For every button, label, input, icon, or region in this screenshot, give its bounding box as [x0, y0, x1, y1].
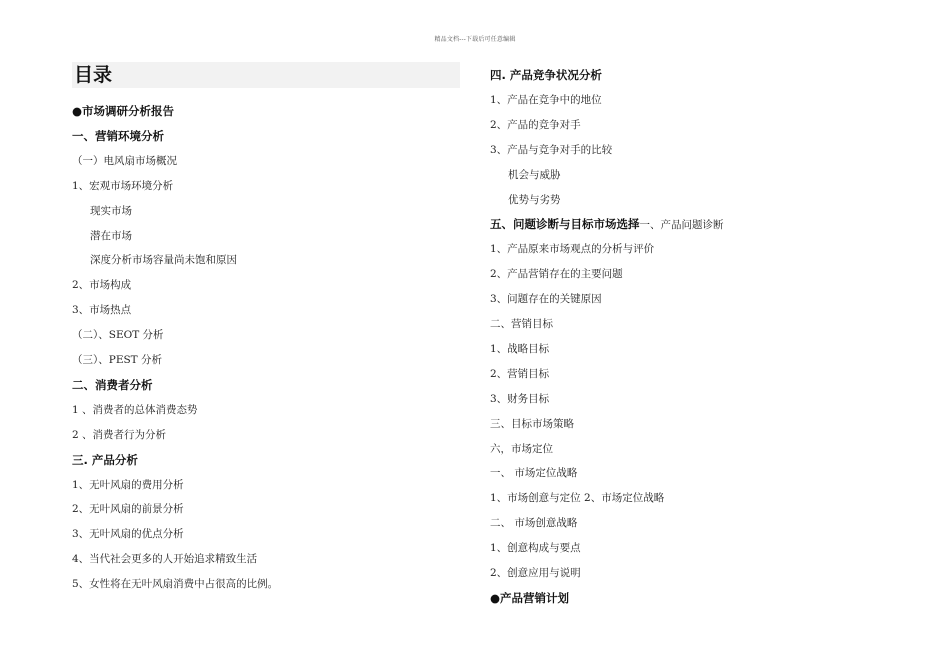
title-bar: [72, 62, 460, 88]
page-header-note: 精品文档---下载后可任意编辑: [434, 36, 516, 43]
toc-heading-bold-part: 五、问题诊断与目标市场选择: [490, 217, 640, 232]
toc-entry: 1、战略目标: [490, 342, 550, 355]
toc-entry: 1、宏观市场环境分析: [72, 179, 174, 192]
toc-entry: 2、无叶风扇的前景分析: [72, 503, 184, 516]
toc-entry: 1 、消费者的总体消费态势: [72, 403, 198, 416]
toc-entry: 优势与劣势: [508, 193, 561, 206]
toc-heading: 二、消费者分析: [72, 377, 153, 392]
toc-entry: 2、营销目标: [490, 367, 550, 380]
toc-entry: 2、产品的竞争对手: [490, 118, 581, 131]
toc-entry: 潜在市场: [90, 229, 132, 242]
toc-entry: 2 、消费者行为分析: [72, 428, 167, 441]
toc-entry: 1、市场创意与定位 2、市场定位战略: [490, 492, 665, 505]
toc-entry: 三、目标市场策略: [490, 417, 574, 430]
toc-heading: 一、营销环境分析: [72, 128, 164, 143]
toc-entry: 3、市场热点: [72, 304, 132, 317]
toc-entry: 二、 市场创意战略: [490, 517, 578, 530]
toc-entry: 现实市场: [90, 204, 132, 217]
toc-heading-rest-part: 一、产品问题诊断: [639, 219, 724, 232]
toc-entry: 3、问题存在的关键原因: [490, 293, 602, 306]
toc-entry: （一）电风扇市场概况: [72, 154, 177, 167]
toc-entry: 2、市场构成: [72, 279, 132, 292]
toc-entry: 二、营销目标: [490, 318, 553, 330]
toc-entry: 一、 市场定位战略: [490, 467, 578, 480]
toc-entry: 3、产品与竞争对手的比较: [490, 143, 613, 156]
toc-entry: 1、无叶风扇的费用分析: [72, 478, 184, 491]
toc-entry: [490, 216, 724, 233]
toc-heading: ●产品营销计划: [490, 590, 570, 605]
toc-entry: 1、产品原来市场观点的分析与评价: [490, 243, 655, 256]
toc-entry: 4、当代社会更多的人开始追求精致生活: [72, 553, 258, 566]
toc-entry: （三）、PEST 分析: [72, 354, 163, 366]
toc-entry: （二）、SEOT 分析: [72, 329, 164, 342]
toc-heading: ●市场调研分析报告: [72, 104, 175, 118]
toc-entry: 2、创意应用与说明: [490, 567, 581, 579]
toc-heading: 三. 产品分析: [72, 452, 138, 467]
toc-entry: 深度分析市场容量尚未饱和原因: [90, 254, 237, 267]
toc-entry: 3、财务目标: [490, 392, 550, 405]
toc-entry: 1、产品在竞争中的地位: [490, 93, 602, 106]
toc-entry: 5、女性将在无叶风扇消费中占很高的比例。: [72, 578, 279, 591]
toc-entry: 1、创意构成与要点: [490, 542, 581, 555]
toc-title: 目录: [74, 64, 113, 86]
toc-entry: 3、无叶风扇的优点分析: [72, 528, 184, 541]
toc-entry: 机会与威胁: [508, 168, 561, 181]
toc-entry: 2、产品营销存在的主要问题: [490, 268, 623, 281]
toc-heading: 四. 产品竞争状况分析: [490, 68, 602, 82]
toc-entry: 六，市场定位: [490, 442, 553, 455]
